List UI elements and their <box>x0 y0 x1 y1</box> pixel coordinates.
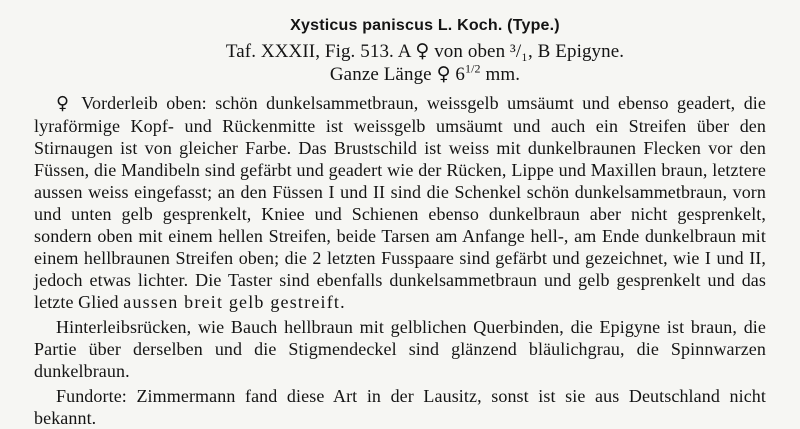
paragraph-vorderleib <box>34 92 766 313</box>
total-length-unit: mm. <box>480 64 521 85</box>
document-header <box>84 16 766 86</box>
magnification-fraction: ³/₁ <box>510 41 528 62</box>
plate-reference-middle: von oben <box>429 41 511 62</box>
paragraph-fundorte: Fundorte: Zimmermann fand diese Art in der Lausitz, sonst ist sie aus Deutschland nicht bekannt. <box>34 386 766 428</box>
paragraph-vorderleib-spaced-text: aussen breit gelb gestreift <box>123 292 341 312</box>
paragraph-hinterleib: Hinterleibsrücken, wie Bauch hellbraun mit gelblichen Querbinden, die Epigyne ist braun, die Partie über derselben und die Stigmendeckel sind glänzend bläulichgrau, die Spinnwarzen dunkelbraun. <box>34 317 766 381</box>
total-length-prefix: Ganze Länge <box>329 64 437 85</box>
plate-reference-suffix: , B Epigyne. <box>527 41 625 62</box>
species-title: Xysticus paniscus L. Koch. (Type.) <box>290 17 560 34</box>
total-length-fraction: 1/2 <box>465 61 481 76</box>
total-length-line <box>84 63 766 86</box>
paragraph-vorderleib-end: . <box>340 292 345 312</box>
female-symbol-icon: ♀ <box>56 93 74 114</box>
female-symbol-icon: ♀ <box>436 63 451 85</box>
plate-reference-prefix: Taf. XXXII, Fig. 513. A <box>225 41 416 62</box>
plate-reference-line <box>84 40 766 63</box>
female-symbol-icon: ♀ <box>415 40 430 62</box>
total-length-value: 6 <box>450 64 466 85</box>
paragraph-vorderleib-text: Vorderleib oben: schön dunkelsammetbraun, weissgelb umsäumt und ebenso geadert, die lyraförmige Kopf- und Rückenmitte ist weissgelb umsäumt und auch ein Streifen über den Stirnaugen ist von gleicher Farbe. Das Brustschild ist weiss mit dunkelbraunen Flecken vor den Füssen, die Mandibeln sind gefärbt und geadert wie der Rücken, Lippe und Maxillen braun, letztere aussen weiss eingefasst; an den Füssen I und II sind die Schenkel schön dunkelsammetbraun, vorn und unten gelb gesprenkelt, Kniee und Schienen ebenso dunkelbraun aber nicht gesprenkelt, sondern oben mit einem hellen Streifen, beide Tarsen am Anfange hell-, am Ende dunkelbraun mit einem hellbraunen Streifen oben; die 2 letzten Fusspaare sind gefärbt und gezeichnet, wie I und II, jedoch etwas lichter. Die Taster sind ebenfalls dunkelsammetbraun und gelb gesprenkelt und das letzte Glied <box>34 93 766 312</box>
